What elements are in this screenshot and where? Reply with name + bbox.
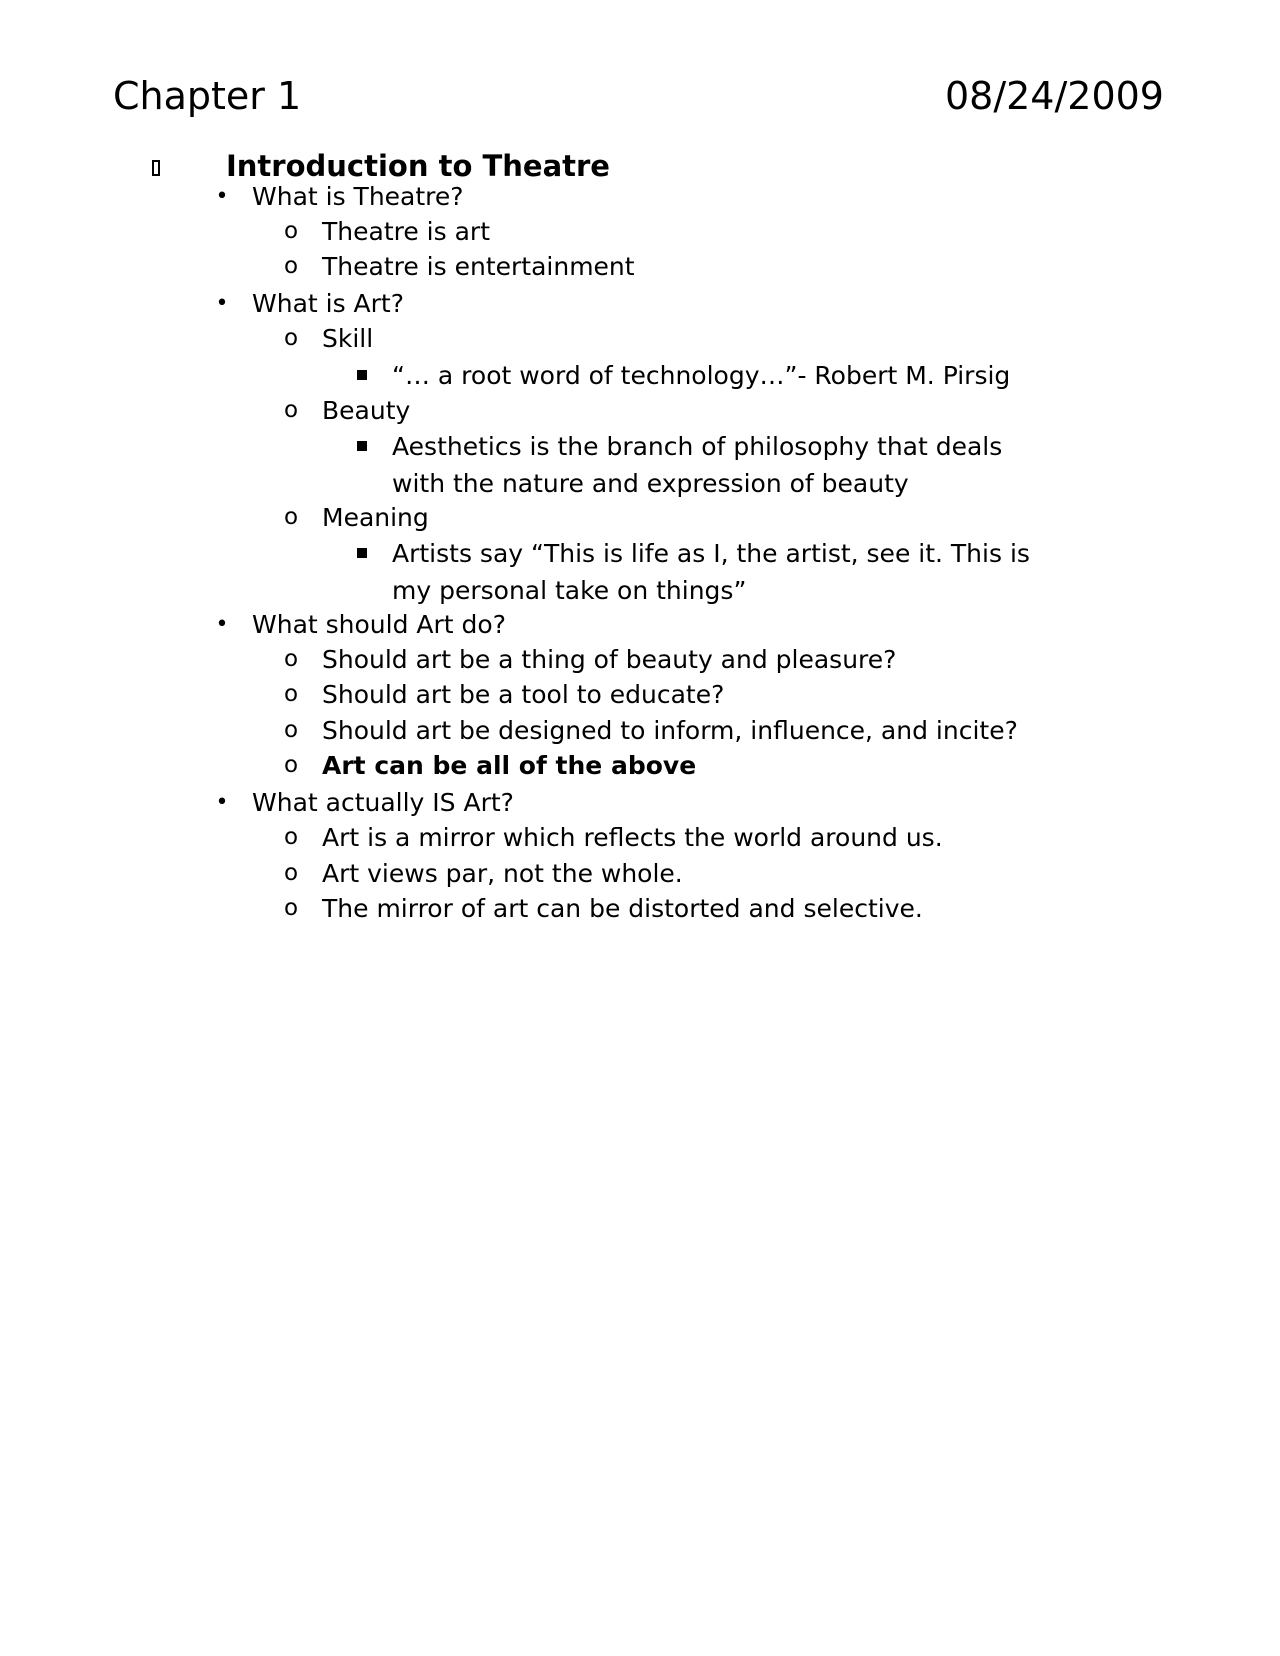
outline-item-text: The mirror of art can be distorted and selective.	[322, 894, 923, 923]
chapter-date: 08/24/2009	[944, 74, 1164, 118]
circle-bullet-icon: o	[283, 325, 299, 351]
outline-item-text: Aesthetics is the branch of philosophy that deals with the nature and expression of beauty	[392, 432, 1003, 498]
section-box-icon	[152, 160, 160, 176]
outline-item-text: What should Art do?	[252, 610, 506, 639]
outline-item-text: Beauty	[322, 396, 411, 425]
circle-bullet-icon: o	[283, 752, 299, 778]
circle-bullet-icon: o	[283, 681, 299, 707]
outline-item-text: Artists say “This is life as I, the artist, see it. This is my personal take on things”	[392, 539, 1030, 605]
circle-bullet-icon: o	[283, 717, 299, 743]
outline-item-text: What is Theatre?	[252, 182, 464, 211]
circle-bullet-icon: o	[283, 218, 299, 244]
outline-item-text: Should art be a tool to educate?	[322, 680, 725, 709]
chapter-title: Chapter 1	[113, 74, 302, 118]
outline-item-text: Theatre is art	[322, 217, 490, 246]
square-bullet-icon	[357, 370, 367, 380]
outline-item-text: Should art be designed to inform, influence, and incite?	[322, 716, 1018, 745]
outline-item-text: “… a root word of technology…”- Robert M. Pirsig	[392, 361, 1011, 390]
circle-bullet-icon: o	[283, 397, 299, 423]
outline-item-text: Art can be all of the above	[322, 751, 697, 780]
bullet-icon: •	[215, 184, 229, 209]
outline-item-text: Should art be a thing of beauty and pleasure?	[322, 645, 897, 674]
circle-bullet-icon: o	[283, 895, 299, 921]
circle-bullet-icon: o	[283, 253, 299, 279]
circle-bullet-icon: o	[283, 504, 299, 530]
section-title: Introduction to Theatre	[226, 149, 610, 183]
outline-item-text: Meaning	[322, 503, 429, 532]
outline-item-text: Skill	[322, 324, 374, 353]
circle-bullet-icon: o	[283, 824, 299, 850]
bullet-icon: •	[215, 790, 229, 815]
outline-item-text: What is Art?	[252, 289, 405, 318]
bullet-icon: •	[215, 291, 229, 316]
square-bullet-icon	[357, 548, 367, 558]
circle-bullet-icon: o	[283, 646, 299, 672]
bullet-icon: •	[215, 612, 229, 637]
outline-item-text: Theatre is entertainment	[322, 252, 635, 281]
square-bullet-icon	[357, 441, 367, 451]
outline-item-text: What actually IS Art?	[252, 788, 514, 817]
circle-bullet-icon: o	[283, 860, 299, 886]
outline-item-text: Art views par, not the whole.	[322, 859, 683, 888]
outline-item-text: Art is a mirror which reflects the world around us.	[322, 823, 943, 852]
